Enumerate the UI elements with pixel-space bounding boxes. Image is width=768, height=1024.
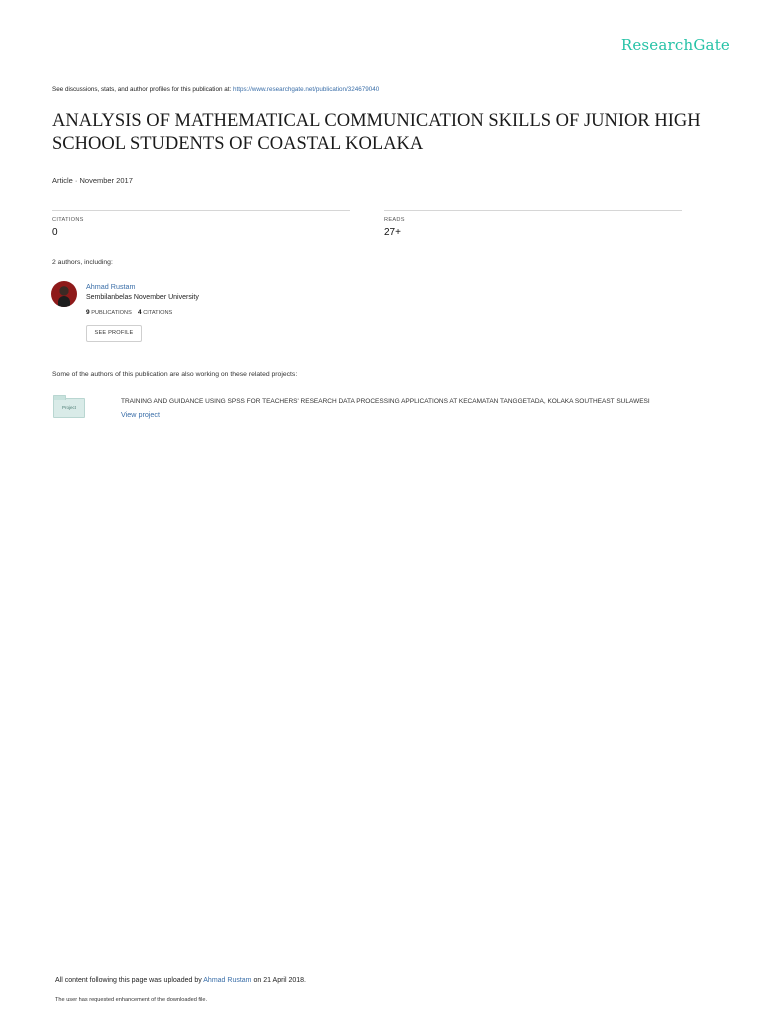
author-citations-label: CITATIONS xyxy=(143,310,173,316)
publication-url-link[interactable]: https://www.researchgate.net/publication/324679040 xyxy=(232,86,380,93)
citations-value: 0 xyxy=(52,227,58,238)
related-projects-heading: Some of the authors of this publication are also working on these related projects: xyxy=(52,371,298,378)
view-project-link[interactable]: View project xyxy=(121,410,161,419)
citations-divider xyxy=(52,210,350,211)
uploaded-prefix: All content following this page was uploaded by xyxy=(55,977,204,984)
citations-label: CITATIONS xyxy=(52,217,84,223)
uploaded-by-line xyxy=(55,977,306,984)
enhancement-note: The user has requested enhancement of the downloaded file. xyxy=(55,997,208,1003)
see-discussions-line xyxy=(52,86,379,93)
researchgate-logo[interactable]: ResearchGate xyxy=(620,36,730,54)
project-icon-label: Project xyxy=(61,405,76,410)
publication-title: ANALYSIS OF MATHEMATICAL COMMUNICATION SKILLS OF JUNIOR HIGH SCHOOL STUDENTS OF COASTAL KOLAKA xyxy=(52,111,701,154)
author-publications-count: 9 xyxy=(86,309,90,316)
publication-meta: Article · November 2017 xyxy=(52,176,133,185)
see-profile-button[interactable]: SEE PROFILE xyxy=(86,325,142,342)
author-name-link[interactable]: Ahmad Rustam xyxy=(86,282,136,291)
project-folder-icon xyxy=(53,398,85,418)
author-institution: Sembilanbelas November University xyxy=(86,294,199,301)
related-project-title: TRAINING AND GUIDANCE USING SPSS FOR TEACHERS' RESEARCH DATA PROCESSING APPLICATIONS AT KECAMATAN TANGGETADA, KOLAKA SOUTHEAST SULAWESI xyxy=(121,398,650,405)
author-avatar[interactable] xyxy=(51,281,77,307)
author-citations-count: 4 xyxy=(138,309,142,316)
reads-label: READS xyxy=(384,217,405,223)
reads-divider xyxy=(384,210,682,211)
reads-value: 27+ xyxy=(384,227,401,238)
authors-heading: 2 authors, including: xyxy=(52,259,113,266)
author-stats xyxy=(86,309,172,316)
uploader-link[interactable]: Ahmad Rustam xyxy=(203,977,252,984)
uploaded-suffix: on 21 April 2018. xyxy=(251,977,307,984)
author-publications-label: PUBLICATIONS xyxy=(91,310,132,316)
see-discussions-text: See discussions, stats, and author profiles for this publication at: xyxy=(52,86,233,93)
